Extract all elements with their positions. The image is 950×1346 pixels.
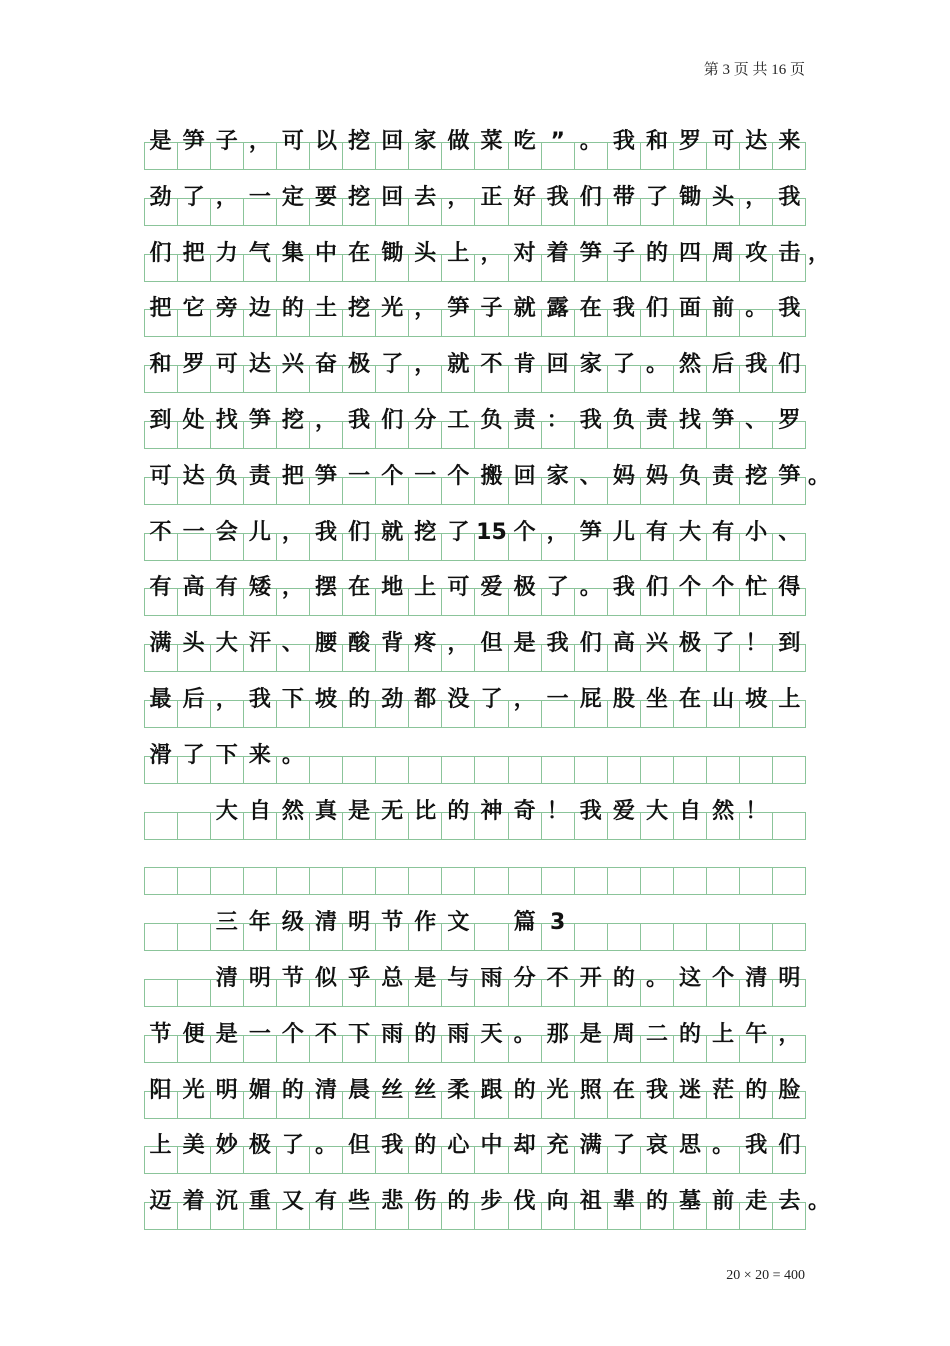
text-line: 是 笋 子 ， 可 以 挖 回 家 做 菜 吃 ” 。 我 和 罗 可 达 来	[149, 129, 801, 154]
text-line: 劲 了 ， 一 定 要 挖 回 去 ， 正 好 我 们 带 了 锄 头 ， 我	[149, 184, 801, 210]
grid-cells	[144, 421, 806, 449]
grid-row	[144, 616, 806, 672]
grid-row	[144, 114, 806, 170]
page-number: 第 3 页 共 16 页	[703, 62, 805, 78]
text-line: 把 它 旁 边 的 土 挖 光 ， 笋 子 就 露 在 我 们 面 前 。 我	[149, 296, 801, 322]
grid-row	[144, 839, 806, 895]
grid-row	[144, 170, 806, 226]
text-line: 到 处 找 笋 挖 ， 我 们 分 工 负 责 ： 我 负 责 找 笋 、 罗	[149, 408, 801, 433]
grid-cells	[144, 588, 806, 616]
grid-cells	[144, 756, 806, 784]
overflow-punctuation: 。	[808, 1189, 831, 1215]
manuscript-grid	[144, 114, 831, 1230]
text-line: 不 一 会 儿 ， 我 们 就 挖 了 15 个 ， 笋 儿 有 大 有 小 、	[149, 519, 801, 545]
text-line: 滑 了 下 来 。	[149, 742, 304, 768]
grid-row	[144, 728, 806, 784]
grid-cells	[144, 198, 806, 226]
grid-row	[144, 281, 806, 337]
grid-cells	[144, 1146, 806, 1174]
grid-row	[144, 1118, 806, 1174]
text-line: 最 后 ， 我 下 坡 的 劲 都 没 了 ， 一 屁 股 坐 在 山 坡 上	[149, 687, 801, 712]
grid-row	[144, 337, 806, 393]
grid-cells	[144, 254, 806, 282]
text-line: 可 达 负 责 把 笋 一 个 一 个 搬 回 家 、 妈 妈 负 责 挖 笋	[149, 463, 801, 489]
grid-row	[144, 505, 806, 561]
grid-cells	[144, 142, 806, 170]
grid-row	[144, 951, 806, 1007]
grid-count: 20 × 20 = 400	[726, 1268, 805, 1283]
text-line: 三 年 级 清 明 节 作 文 篇 3	[215, 910, 566, 936]
grid-cells	[144, 1035, 806, 1063]
grid-row	[144, 895, 806, 951]
text-line: 节 便 是 一 个 不 下 雨 的 雨 天 。 那 是 周 二 的 上 午 ，	[149, 1021, 801, 1047]
overflow-punctuation: ，	[808, 240, 831, 266]
grid-cells	[144, 923, 806, 951]
text-line: 大 自 然 真 是 无 比 的 神 奇 ！ 我 爱 大 自 然 ！	[215, 798, 768, 824]
grid-cells	[144, 1202, 806, 1230]
grid-cells	[144, 533, 806, 561]
text-line: 上 美 妙 极 了 。 但 我 的 心 中 却 充 满 了 哀 思 。 我 们	[149, 1133, 801, 1159]
grid-row	[144, 393, 806, 449]
grid-cells	[144, 1091, 806, 1119]
text-line: 清 明 节 似 乎 总 是 与 雨 分 不 开 的 。 这 个 清 明	[215, 966, 801, 991]
grid-cells	[144, 867, 806, 895]
grid-row	[144, 672, 806, 728]
grid-row	[144, 449, 831, 505]
text-line: 们 把 力 气 集 中 在 锄 头 上 ， 对 着 笋 子 的 四 周 攻 击	[149, 240, 801, 266]
grid-cells	[144, 477, 806, 505]
grid-cells	[144, 700, 806, 728]
text-line: 和 罗 可 达 兴 奋 极 了 ， 就 不 肯 回 家 了 。 然 后 我 们	[149, 352, 801, 378]
grid-cells	[144, 309, 806, 337]
grid-row	[144, 1174, 831, 1230]
text-line: 有 高 有 矮 ， 摆 在 地 上 可 爱 极 了 。 我 们 个 个 忙 得	[149, 575, 801, 601]
grid-row	[144, 226, 831, 282]
overflow-punctuation: 。	[808, 463, 831, 489]
grid-cells	[144, 644, 806, 672]
grid-row	[144, 560, 806, 616]
grid-cells	[144, 979, 806, 1007]
text-line: 阳 光 明 媚 的 清 晨 丝 丝 柔 跟 的 光 照 在 我 迷 茫 的 脸	[149, 1077, 801, 1103]
grid-row	[144, 1063, 806, 1119]
grid-cells	[144, 365, 806, 393]
grid-row	[144, 1007, 806, 1063]
text-line: 迈 着 沉 重 又 有 些 悲 伤 的 步 伐 向 祖 辈 的 墓 前 走 去	[149, 1189, 801, 1215]
grid-cells	[144, 812, 806, 840]
grid-row	[144, 784, 806, 840]
text-line: 满 头 大 汗 、 腰 酸 背 疼 ， 但 是 我 们 高 兴 极 了 ！ 到	[149, 631, 801, 657]
